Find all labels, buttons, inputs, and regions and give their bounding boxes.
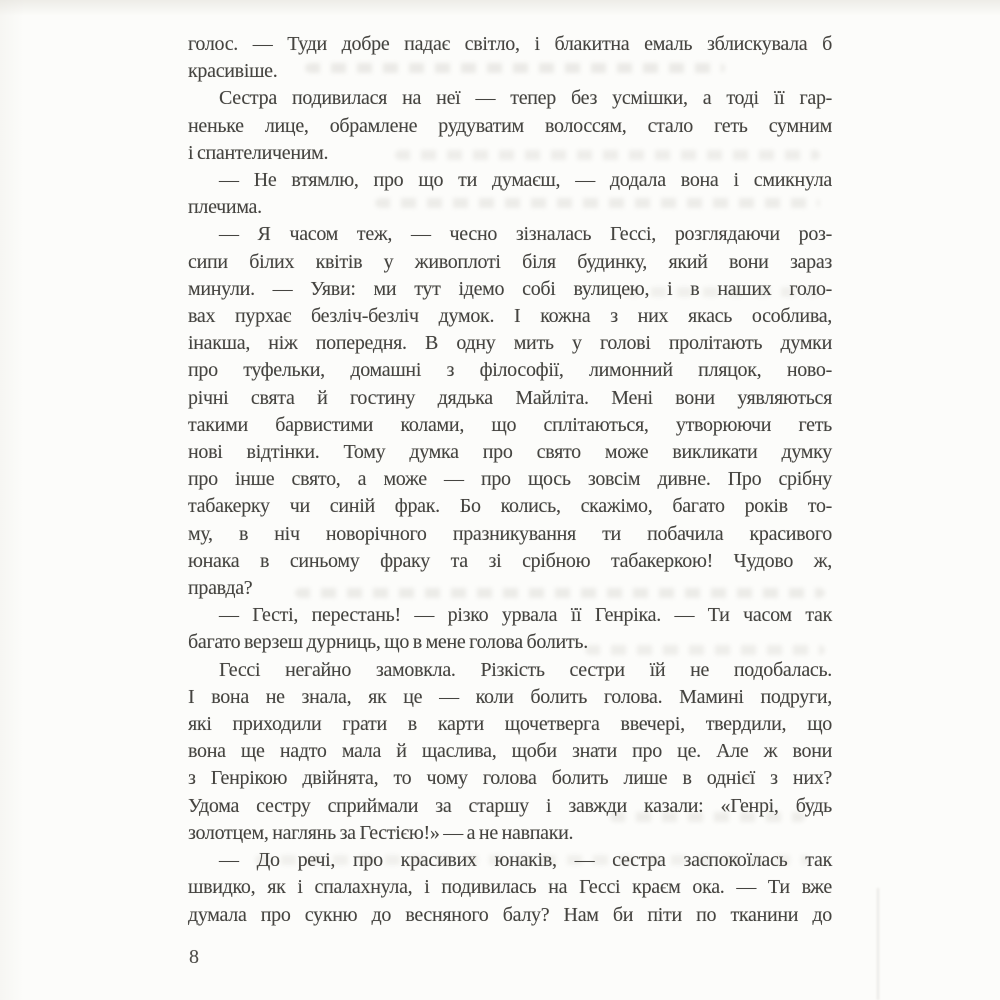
text-line: швидко, як і спалахнула, і подивилась на Гессі краєм ока. — Ти вже — [188, 876, 832, 899]
text-line: Удома сестру сприймали за старшу і завжди казали: «Генрі, будь — [188, 794, 832, 817]
text-line: інакша, ніж попередня. В одну мить у голові пролітають думки — [188, 332, 832, 355]
text-line: І вона не знала, як це — коли болить голова. Мамині подруги, — [188, 685, 832, 708]
page-number: 8 — [189, 946, 199, 968]
text-line: красивіше. — [188, 60, 278, 83]
text-line: багато верзеш дурниць, що в мене голова болить. — [188, 631, 588, 654]
text-line: голос. — Туди добре падає світло, і блакитна емаль зблискувала б — [188, 33, 832, 55]
text-line: нові відтінки. Тому думка про свято може викликати думку — [188, 441, 832, 464]
text-line: — Я часом теж, — чесно зізналась Гессі, розглядаючи роз- — [219, 223, 832, 246]
text-line: — Не втямлю, про що ти думаєш, — додала вона і смикнула — [219, 169, 832, 192]
scan-seam-artifact — [877, 888, 879, 1000]
text-line: такими барвистими колами, що сплітаються, утворюючи геть — [188, 413, 832, 436]
text-line: му, в ніч новорічного празникування ти побачила красивого — [188, 522, 832, 545]
text-line: сипи білих квітів у живоплоті біля будинку, який вони зараз — [188, 250, 832, 273]
text-line: вах пурхає безліч-безліч думок. І кожна з них якась особлива, — [188, 305, 832, 328]
text-line: плечима. — [188, 196, 262, 219]
text-line: Сестра подивилася на неї — тепер без усмішки, а тоді її гар- — [219, 87, 832, 110]
text-line: минули. — Уяви: ми тут ідемо собі вулицею, і в наших голо- — [188, 277, 832, 300]
book-text-block — [188, 31, 832, 929]
text-line: правда? — [188, 577, 253, 600]
text-line: про туфельки, домашні з філософії, лимонний пляцок, ново- — [188, 359, 832, 382]
text-line: думала про сукню до весняного балу? Нам би піти по тканини до — [188, 903, 832, 926]
text-line: золотцем, наглянь за Гестією!» — а не навпаки. — [188, 821, 574, 844]
text-line: неньке лице, обрамлене рудуватим волоссям, стало геть сумним — [188, 114, 832, 137]
text-line: — Гесті, перестань! — різко урвала її Генріка. — Ти часом так — [219, 604, 832, 627]
text-line: табакерку чи синій фрак. Бо колись, скажімо, багато років то- — [188, 495, 832, 518]
text-line: — До речі, про красивих юнаків, — сестра заспокоїлась так — [219, 849, 832, 872]
text-line: Гессі негайно замовкла. Різкість сестри їй не подобалась. — [219, 658, 832, 681]
text-line: вона ще надто мала й щаслива, щоби знати про це. Але ж вони — [188, 740, 832, 763]
text-line: річні свята й гостину дядька Майліта. Мені вони уявляються — [188, 386, 832, 409]
text-line: які приходили грати в карти щочетверга ввечері, твердили, що — [188, 713, 832, 736]
text-line: про інше свято, а може — про щось зовсім дивне. Про срібну — [188, 468, 832, 491]
text-line: з Генрікою двійнята, то чому голова болить лише в однієї з них? — [188, 767, 832, 790]
text-line: юнака в синьому фраку та зі срібною табакеркою! Чудово ж, — [188, 549, 832, 572]
text-line: і спантеличеним. — [188, 141, 329, 164]
